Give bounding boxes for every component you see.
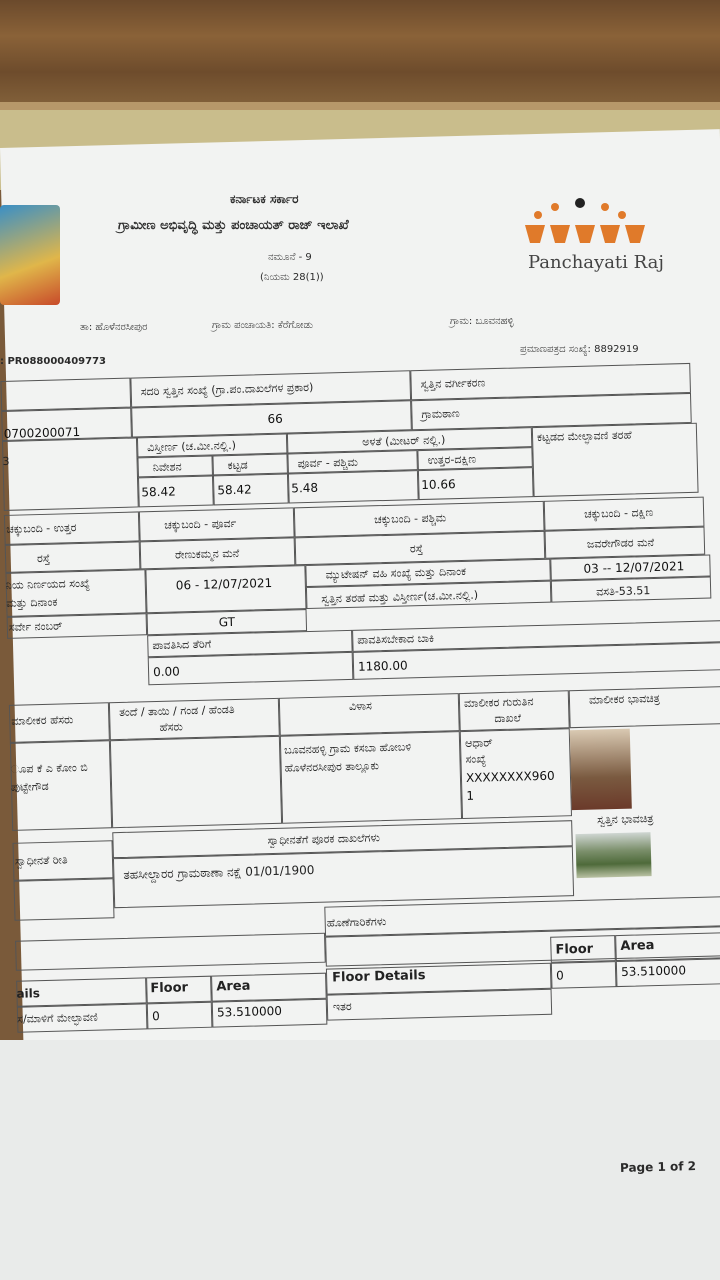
property-table	[0, 346, 720, 1035]
tax-paid-value: 0.00	[152, 664, 180, 680]
east-west: 5.48	[291, 480, 319, 496]
building-label: ಕಟ್ಟಡ	[227, 458, 248, 473]
wooden-table-background	[0, 0, 720, 120]
id-doc-label-2: ದಾಖಲೆ	[494, 711, 522, 726]
area-value: 53.510000	[216, 1003, 283, 1020]
gramathana: ಗ್ರಾಮಠಾಣ	[421, 406, 460, 421]
owner-name: ೂಪ ಕೆ ಎ ಕೋಂ ಬಿ	[10, 760, 88, 776]
boundary-west: ರಸ್ತೆ	[409, 541, 424, 556]
form-number: ನಮೂನೆ - 9	[268, 252, 312, 263]
owner-name-2: ಪುಟ್ಟೇಗೌಡ	[10, 779, 49, 794]
page-number: Page 1 of 2	[619, 1159, 697, 1175]
village: ಗ್ರಾಮ: ಬೂವನಹಳ್ಳಿ	[450, 316, 514, 327]
type-area-value: ವಸತಿ-53.51	[595, 584, 651, 599]
boundary-east: ರೇಣುಕಮ್ಮನ ಮನೆ	[174, 546, 240, 562]
mutation-value: 03 -- 12/07/2021	[583, 559, 685, 576]
prop-class-label: ಸ್ವತ್ತಿನ ವರ್ಗೀಕರಣ	[420, 376, 486, 391]
certificate-number: ಪ್ರಮಾಣಪತ್ರದ ಸಂಖ್ಯೆ: 8892919	[520, 344, 639, 355]
floor-header-2: Floor	[555, 941, 594, 958]
cell	[14, 878, 115, 921]
measure-label: ಅಳತೆ (ಮೀಟರ್ ನಲ್ಲಿ.)	[361, 433, 446, 449]
address-label: ವಿಳಾಸ	[348, 699, 373, 713]
tax-paid-label: ಪಾವತಿಸಿದ ತೆರಿಗೆ	[152, 637, 212, 653]
owner-name-label: ಮಾಲೀಕರ ಹೆಸರು	[11, 713, 74, 728]
aadhar-label-2: ಸಂಖ್ಯೆ	[465, 752, 487, 766]
prop-no-label: ಸದರಿ ಸ್ವತ್ತಿನ ಸಂಖ್ಯೆ (ಗ್ರಾ.ಪಂ.ದಾಖಲೆಗಳ ಪ್ರಕಾರ)	[140, 380, 314, 399]
floor-label: Floor	[150, 980, 189, 997]
building-type-label: ಕಟ್ಟಡದ ಮೇಲ್ಛಾವಣಿ ತರಹೆ	[536, 428, 632, 444]
karnataka-emblem-icon	[0, 205, 60, 305]
boundary-north: ರಸ್ತೆ	[36, 551, 51, 566]
cell	[5, 541, 141, 573]
panchayati-raj-logo-icon	[520, 195, 650, 250]
gram-panchayat: ಗ್ರಾಮ ಪಂಚಾಯತಿ: ಕೆರೆಗೋಡು	[212, 320, 314, 331]
floor-value: 0	[151, 1009, 160, 1024]
id-doc-label: ಮಾಲೀಕರ ಗುರುತಿನ	[463, 695, 534, 710]
resolution-label-2: ಮತ್ತು ದಿನಾಂಕ	[6, 595, 58, 610]
property-id: : PR088000409773	[0, 356, 107, 367]
left-id: 0700200071	[3, 424, 81, 441]
resolution-value: 06 - 12/07/2021	[175, 575, 273, 593]
taluk: ತಾ: ಹೊಳೆನರಸೀಪುರ	[80, 322, 148, 333]
rule-number: (ನಿಯಮ 28(1))	[260, 272, 324, 283]
cell	[212, 454, 287, 476]
boundary-south-label: ಚಕ್ಕುಬಂದಿ - ದಕ್ಷಿಣ	[583, 505, 654, 521]
details-label: ails	[16, 986, 41, 1001]
site-label: ನಿವೇಶನ	[152, 460, 182, 475]
area-header-2: Area	[620, 938, 655, 954]
tax-due-value: 1180.00	[357, 658, 408, 674]
govt-title: ಕರ್ನಾಟಕ ಸರ್ಕಾರ	[230, 192, 299, 206]
liabilities-label: ಹೊಣೆಗಾರಿಕೆಗಳು	[326, 915, 387, 930]
cell	[0, 378, 131, 411]
owner-address: ಬೂವನಹಳ್ಳಿ ಗ್ರಾಮ ಕಸಬಾ ಹೋಬಳಿ	[284, 740, 412, 757]
north-south: 10.66	[421, 477, 456, 493]
mutation-label: ಮ್ಯುಟೇಷನ್ ವಹಿ ಸಂಖ್ಯೆ ಮತ್ತು ದಿನಾಂಕ	[325, 564, 467, 582]
ownership-docs-label: ಸ್ವಾಧೀನತೆಗೆ ಪೂರಕ ದಾಖಲೆಗಳು	[267, 831, 381, 848]
floor-details-label: Floor Details	[331, 968, 426, 986]
site-area: 58.42	[141, 484, 176, 500]
tax-due-label: ಪಾವತಿಸಬೇಕಾದ ಬಾಕಿ	[357, 631, 435, 647]
cell	[15, 933, 326, 971]
ownership-docs: ತಹಸೀಲ್ದಾರರ ಗ್ರಾಮಠಾಣಾ ನಕ್ಷೆ 01/01/1900	[123, 862, 315, 882]
floor-value-2: 0	[555, 968, 564, 983]
ew-label: ಪೂರ್ವ - ಪಶ್ಚಿಮ	[297, 455, 359, 471]
owner-address-2: ಹೊಳೆನರಸೀಪುರ ತಾಲ್ಲೂಕು	[284, 759, 380, 775]
boundary-east-label: ಚಕ್ಕುಬಂದಿ - ಪೂರ್ವ	[164, 516, 237, 532]
other-label: ಇತರ	[332, 1000, 352, 1014]
ns-label: ಉತ್ತರ-ದಕ್ಷಿಣ	[427, 452, 477, 467]
left-b: 3	[2, 454, 10, 468]
aadhar-number: XXXXXXXX960	[465, 768, 555, 785]
type-area-label: ಸ್ವತ್ತಿನ ತರಹೆ ಮತ್ತು ವಿಸ್ತೀರ್ಣ(ಚ.ಮೀ.ನಲ್ಲಿ.)	[321, 588, 479, 606]
aadhar-label: ಆಧಾರ್	[464, 736, 493, 750]
area-label: ವಿಸ್ತೀರ್ಣ (ಚ.ಮೀ.ನಲ್ಲಿ.)	[147, 438, 237, 455]
survey-label: ಸರ್ವೇ ನಂಬರ್	[8, 619, 63, 634]
paper-bottom	[0, 1040, 720, 1280]
parent-label: ತಂದೆ / ತಾಯಿ / ಗಂಡ / ಹೆಂಡತಿ	[118, 702, 235, 719]
parent-label-2: ಹೆಸರು	[159, 720, 183, 734]
property-photo	[575, 832, 651, 878]
owner-photo	[570, 729, 632, 811]
boundary-west-label: ಚಕ್ಕುಬಂದಿ - ಪಶ್ಚಿಮ	[374, 511, 447, 527]
department-title: ಗ್ರಾಮೀಣ ಅಭಿವೃದ್ಧಿ ಮತ್ತು ಪಂಚಾಯತ್ ರಾಜ್ ಇಲಾಖೆ	[118, 218, 349, 233]
survey-value: GT	[218, 614, 236, 630]
area-value-2: 53.510000	[620, 963, 687, 979]
boundary-north-label: ಚಕ್ಕುಬಂದಿ - ಉತ್ತರ	[6, 521, 77, 536]
cell	[327, 989, 553, 1021]
property-photo-label: ಸ್ವತ್ತಿನ ಭಾವಚಿತ್ರ	[596, 812, 654, 827]
property-number: 66	[267, 411, 283, 427]
building-area: 58.42	[217, 482, 252, 498]
cell	[110, 736, 282, 828]
roof-label: ಸ/ಮಾಳಿಗೆ ಮೇಲ್ಛಾವಣಿ	[16, 1010, 98, 1026]
area-header: Area	[216, 978, 251, 995]
boundary-south: ಜವರೇಗೌಡರ ಮನೆ	[586, 535, 655, 551]
aadhar-number-tail: 1	[466, 788, 475, 803]
owner-photo-label: ಮಾಲೀಕರ ಭಾವಚಿತ್ರ	[588, 691, 661, 707]
brand-name: Panchayati Raj	[528, 252, 664, 273]
cell	[2, 437, 139, 511]
ownership-label: ಸ್ವಾಧೀನತೆ ರೀತಿ	[14, 853, 68, 868]
resolution-label: ನಿಯ ನಿರ್ಣಯದ ಸಂಖ್ಯೆ	[5, 576, 90, 592]
